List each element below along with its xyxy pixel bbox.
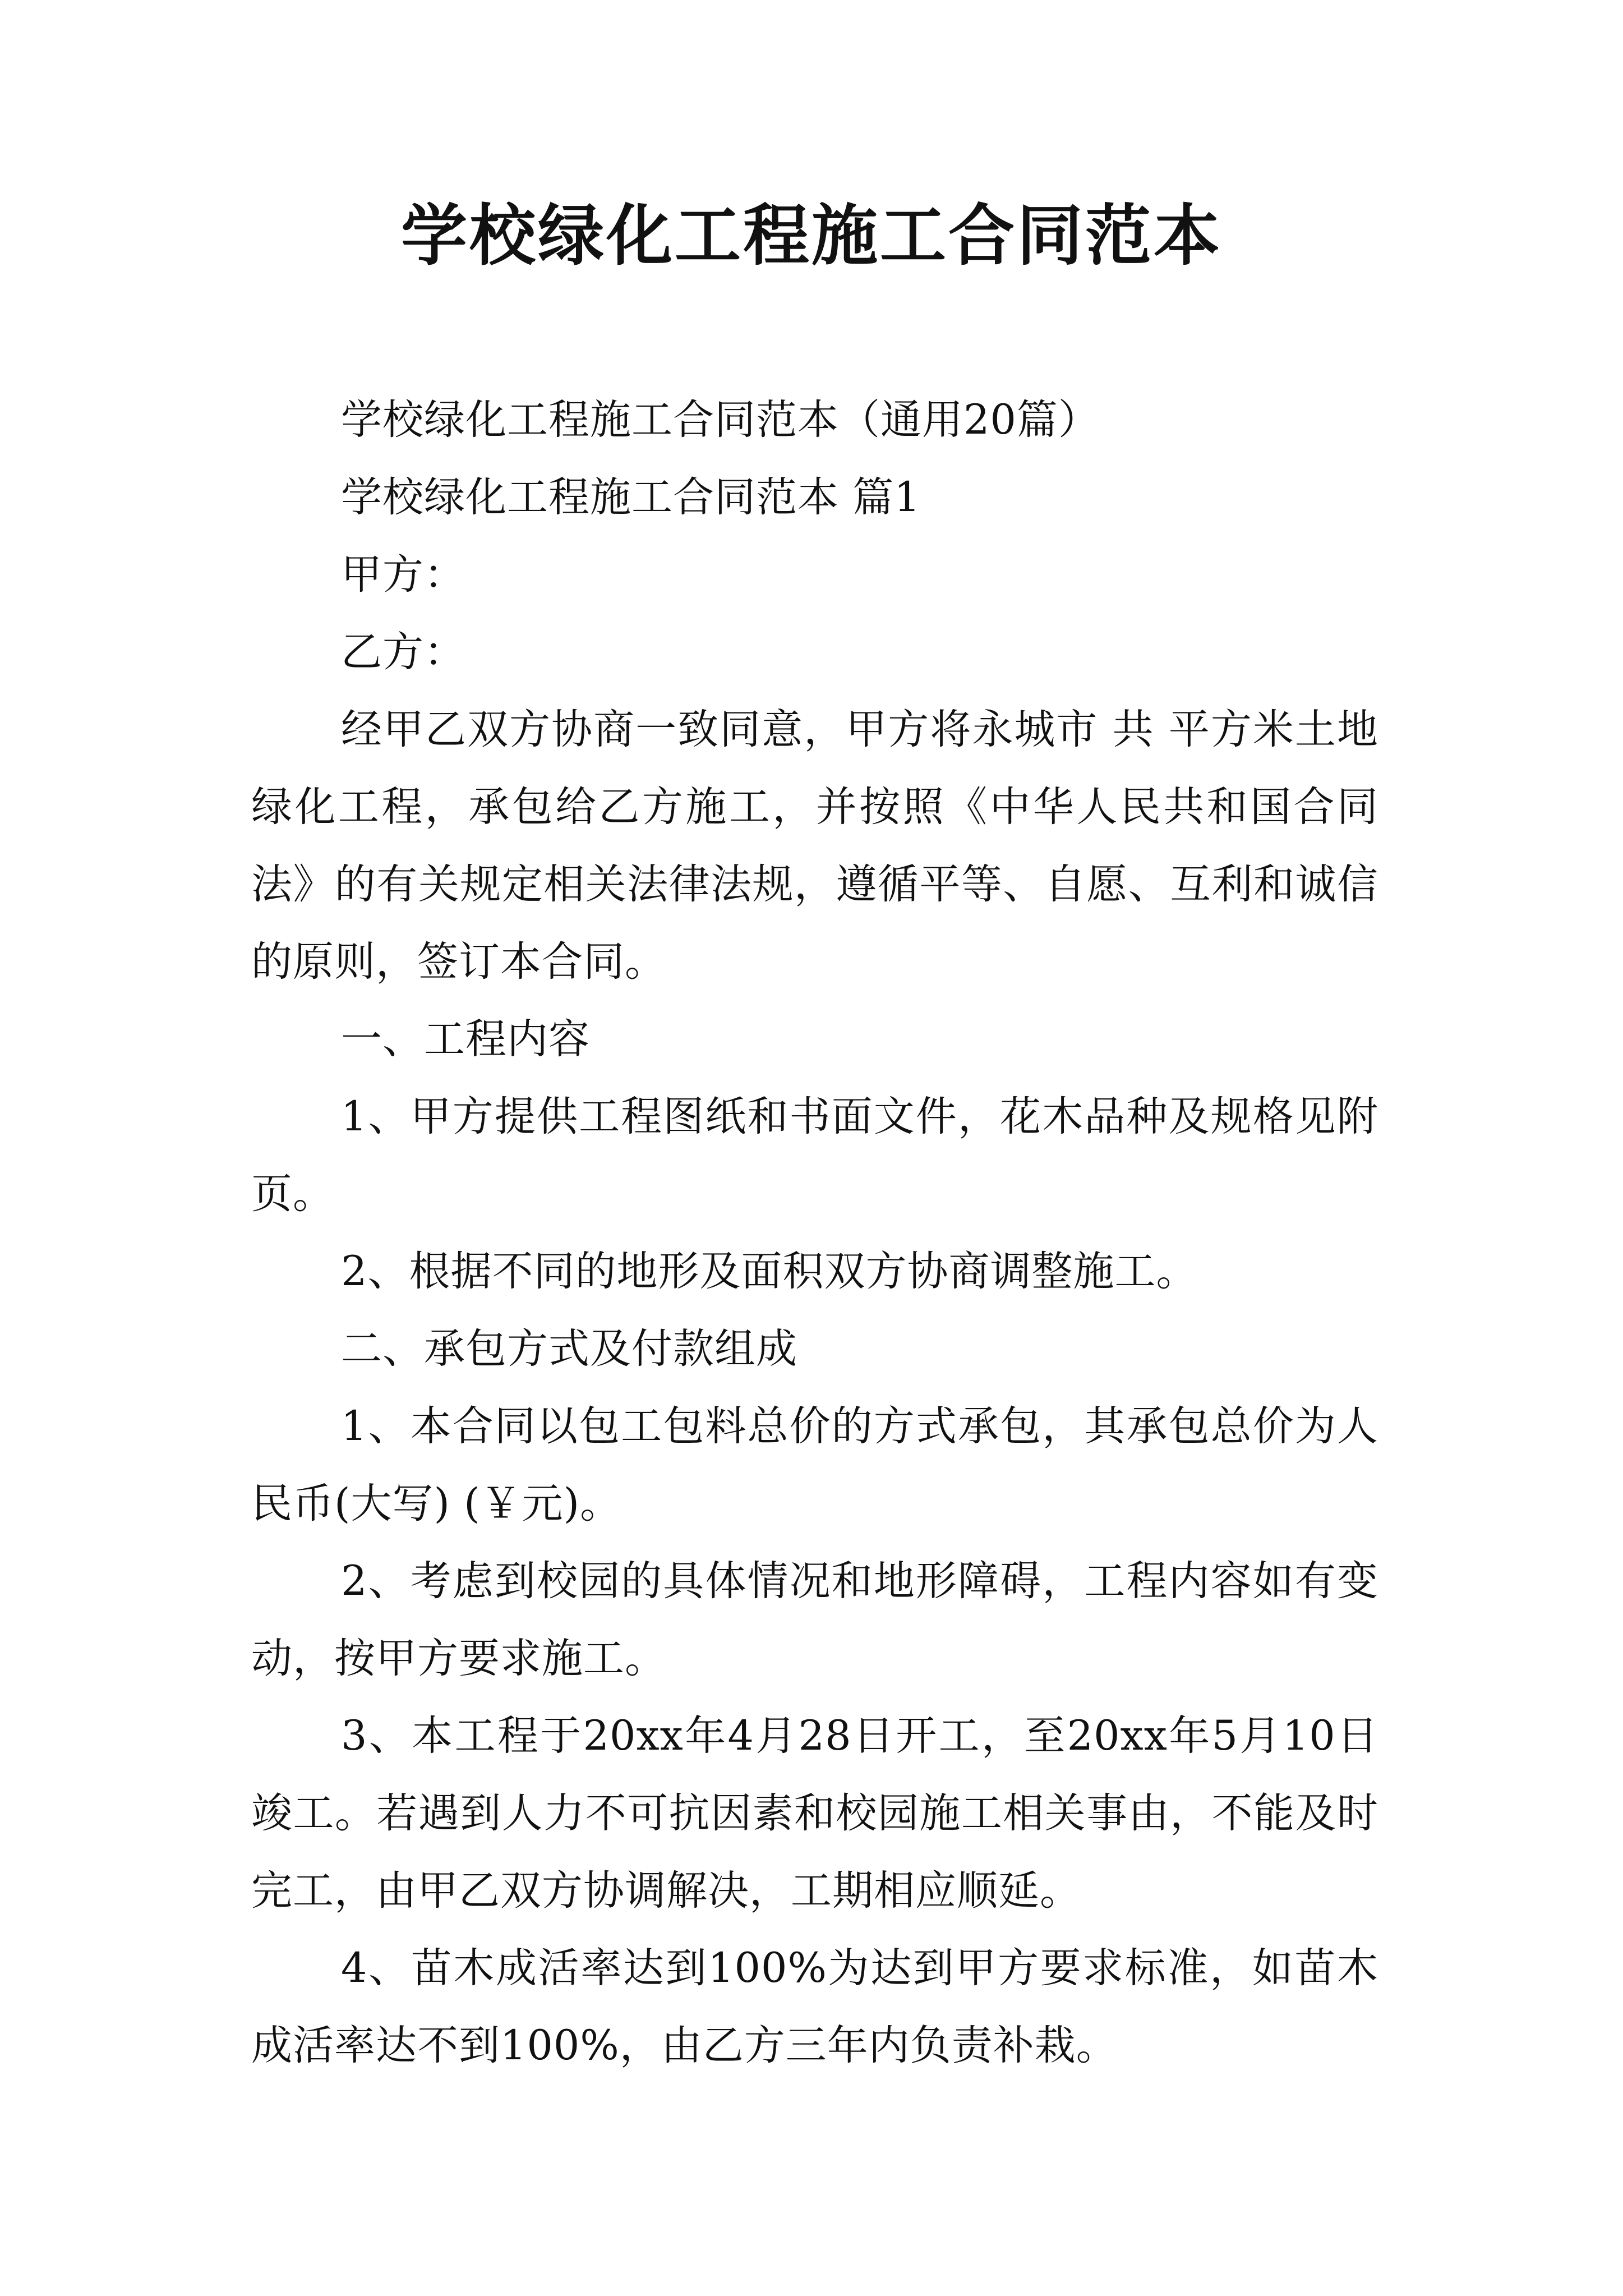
paragraph-clause-2-1: 1、本合同以包工包料总价的方式承包，其承包总价为人民币(大写) (￥元)。 [251, 1402, 1378, 1527]
paragraph-party-b: 乙方： [341, 628, 465, 676]
paragraph-section-heading: 学校绿化工程施工合同范本 篇1 [341, 473, 921, 521]
paragraph-party-a: 甲方： [341, 551, 465, 599]
paragraph-preamble: 经甲乙双方协商一致同意，甲方将永城市 共 平方米土地绿化工程，承包给乙方施工，并按照《中华人民共和国合同法》的有关规定相关法律法规，遵循平等、自愿、互利和诚信的原则，签订本合同。 [251, 706, 1378, 986]
paragraph-heading-1: 一、工程内容 [341, 1015, 590, 1063]
document-title: 学校绿化工程施工合同范本 [400, 196, 1222, 274]
paragraph-subtitle: 学校绿化工程施工合同范本（通用20篇） [341, 396, 1100, 444]
paragraph-heading-2: 二、承包方式及付款组成 [341, 1325, 797, 1373]
paragraph-clause-1-1: 1、甲方提供工程图纸和书面文件，花木品种及规格见附页。 [251, 1093, 1378, 1218]
paragraph-clause-2-2: 2、考虑到校园的具体情况和地形障碍，工程内容如有变动，按甲方要求施工。 [251, 1557, 1378, 1682]
document-body [251, 381, 1378, 2085]
paragraph-clause-2-4: 4、苗木成活率达到100%为达到甲方要求标准，如苗木成活率达不到100%，由乙方三年内负责补栽。 [251, 1944, 1378, 2069]
paragraph-clause-1-2: 2、根据不同的地形及面积双方协商调整施工。 [341, 1248, 1198, 1295]
paragraph-clause-2-3: 3、本工程于20xx年4月28日开工，至20xx年5月10日竣工。若遇到人力不可抗因素和校园施工相关事由，不能及时完工，由甲乙双方协调解决，工期相应顺延。 [251, 1712, 1378, 1915]
